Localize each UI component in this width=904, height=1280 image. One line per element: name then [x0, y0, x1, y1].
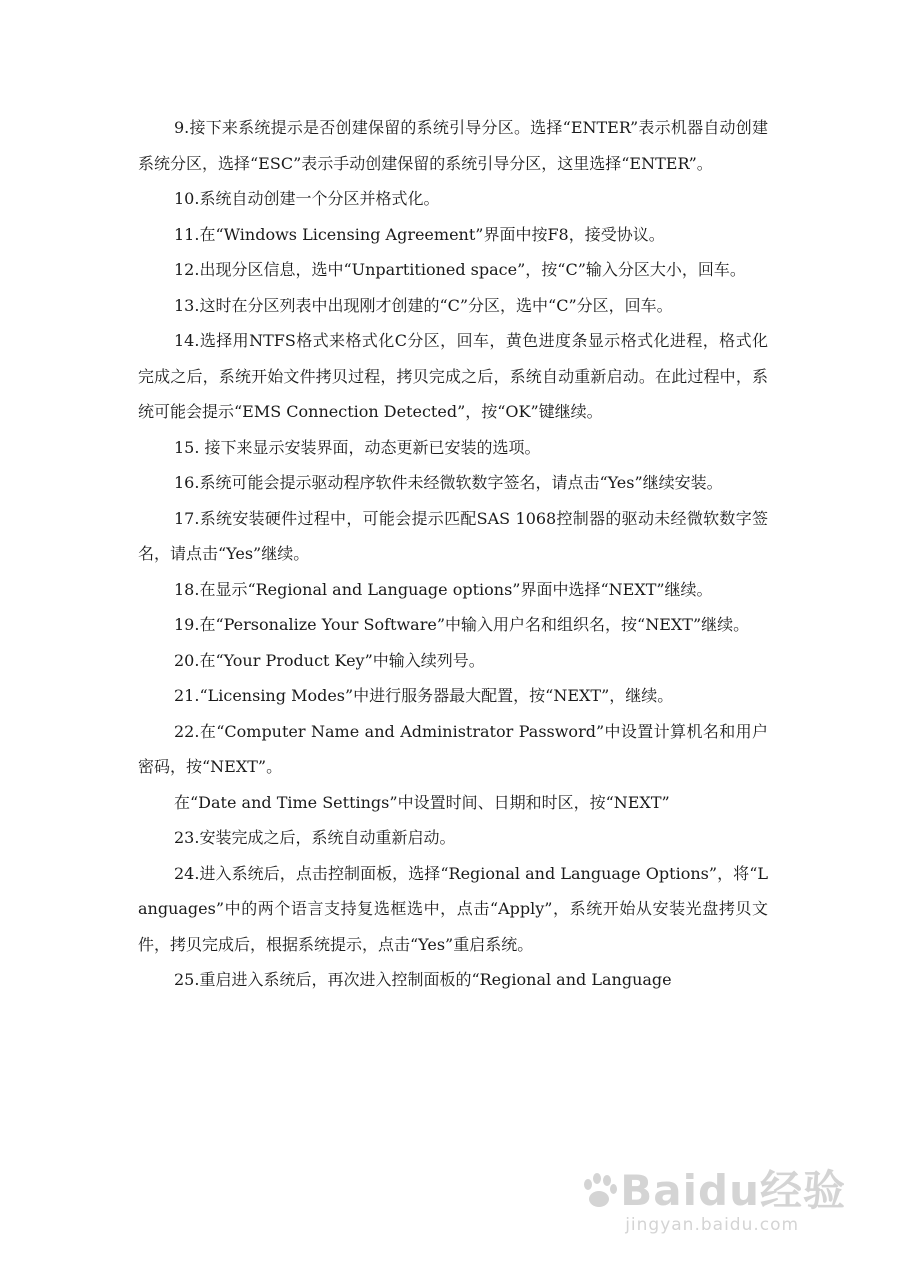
baidu-jingyan-watermark	[578, 1166, 846, 1235]
paragraph-step-16: 16.系统可能会提示驱动程序软件未经微软数字签名，请点击“Yes”继续安装。	[174, 473, 723, 492]
paragraph-date-time: 在“Date and Time Settings”中设置时间、日期和时区，按“NEXT”	[174, 792, 670, 812]
paragraph-step-9: 9.接下来系统提示是否创建保留的系统引导分区。选择“ENTER”表示机器自动创建系统分区，选择“ESC”表示手动创建保留的系统引导分区，这里选择“ENTER”。	[138, 118, 768, 173]
paragraph-step-14: 14.选择用NTFS格式来格式化C分区，回车，黄色进度条显示格式化进程，格式化完成之后，系统开始文件拷贝过程，拷贝完成之后，系统自动重新启动。在此过程中，系统可能会提示“EMS Connection Detected”，按“OK”键继续。	[138, 331, 768, 421]
paragraph-step-24: 24.进入系统后，点击控制面板，选择“Regional and Language Options”，将“Languages”中的两个语言支持复选框选中，点击“Apply”，系统开始从安装光盘拷贝文件，拷贝完成后，根据系统提示，点击“Yes”重启系统。	[138, 863, 768, 954]
paragraph-step-25: 25.重启进入系统后，再次进入控制面板的“Regional and Language	[174, 970, 672, 989]
paragraph-step-11: 11.在“Windows Licensing Agreement”界面中按F8，接受协议。	[174, 224, 665, 244]
watermark-logo-text: Baidu经验	[620, 1166, 846, 1215]
paragraph-step-13: 13.这时在分区列表中出现刚才创建的“C”分区，选中“C”分区，回车。	[174, 295, 673, 315]
paragraph-step-15: 15. 接下来显示安装界面，动态更新已安装的选项。	[174, 437, 541, 457]
paragraph-step-17: 17.系统安装硬件过程中，可能会提示匹配SAS 1068控制器的驱动未经微软数字签名，请点击“Yes”继续。	[138, 508, 768, 563]
paw-icon	[580, 1171, 618, 1211]
paragraph-step-12: 12.出现分区信息，选中“Unpartitioned space”，按“C”输入分区大小，回车。	[174, 260, 746, 279]
paragraph-step-19: 19.在“Personalize Your Software”中输入用户名和组织名，按“NEXT”继续。	[174, 615, 750, 634]
document-body	[138, 110, 768, 998]
paragraph-step-18: 18.在显示“Regional and Language options”界面中选择“NEXT”继续。	[174, 579, 713, 599]
paragraph-step-23: 23.安装完成之后，系统自动重新启动。	[174, 828, 456, 847]
paragraph-step-21: 21.“Licensing Modes”中进行服务器最大配置，按“NEXT”，继续。	[174, 686, 674, 705]
paragraph-step-20: 20.在“Your Product Key”中输入续列号。	[174, 650, 485, 670]
paragraph-step-10: 10.系统自动创建一个分区并格式化。	[174, 189, 440, 208]
paragraph-step-22: 22.在“Computer Name and Administrator Password”中设置计算机名和用户密码，按“NEXT”。	[138, 721, 768, 776]
watermark-url: jingyan.baidu.com	[625, 1215, 800, 1235]
watermark-logo	[578, 1166, 846, 1215]
